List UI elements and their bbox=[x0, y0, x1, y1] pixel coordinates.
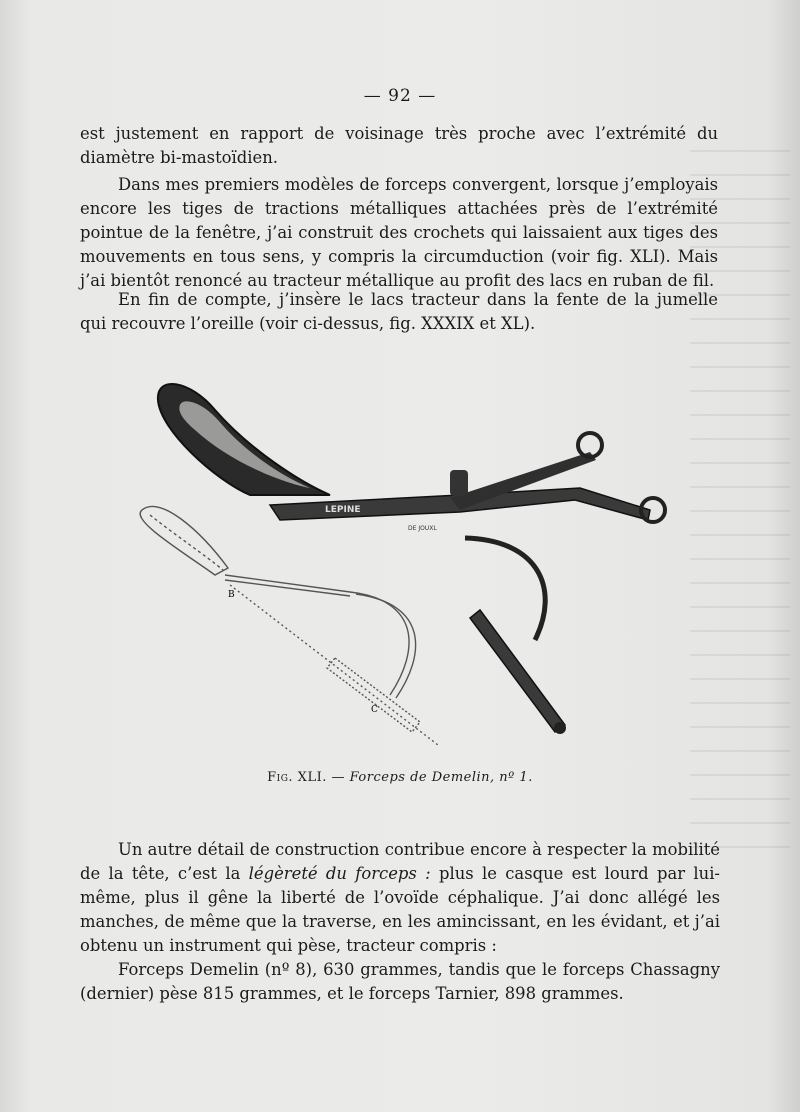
figure-label-c: C bbox=[371, 705, 378, 715]
figure-caption bbox=[0, 770, 800, 785]
caption-title: Forceps de Demelin, nº 1. bbox=[349, 770, 533, 785]
paragraph-1: est justement en rapport de voisinage très proche avec l’extrémité du diamètre bi-mastoïdien. bbox=[80, 124, 718, 167]
paragraph-3: En fin de compte, j’insère le lacs tracteur dans la fente de la jumelle qui recouvre l’oreille (voir ci-dessus, fig. XXXIX et XL). bbox=[80, 290, 718, 333]
page-number: — 92 — bbox=[363, 86, 437, 106]
figure-label-b: B bbox=[228, 590, 235, 600]
engraving-maker: LEPINE bbox=[325, 505, 361, 515]
outline-blade bbox=[140, 506, 438, 745]
forceps-illustration bbox=[120, 370, 690, 750]
paragraph-4-text-a: Un autre détail de construction contribue encore à respecter la mobilité de la tête, c’est la bbox=[80, 840, 720, 883]
paragraph-4 bbox=[80, 838, 720, 958]
metal-forceps bbox=[158, 384, 665, 734]
paragraph-4-emphasis: légèreté du forceps : bbox=[248, 864, 431, 883]
paragraph-4-text-b: plus le casque est lourd par lui-même, plus il gêne la liberté de l’ovoïde céphalique. J’ai donc allégé les manches, de même que la traverse, en les amincissant, en les évidant, et j’ai obtenu un instrument qui pèse, tracteur compris : bbox=[80, 864, 720, 955]
engraving-small: DE JOUXL bbox=[408, 525, 437, 532]
paragraph-2: Dans mes premiers modèles de forceps convergent, lorsque j’employais encore les tiges de tractions métalliques attachées près de l’extrémité pointue de la fenêtre, j’ai construit des crochets qui laissaient aux tiges des mouvements en tous sens, y compris la circumduction (voir fig. XLI). Mais j’ai bientôt renoncé au tracteur métallique au profit des lacs en ruban de fil. bbox=[80, 175, 718, 290]
caption-label: Fig. XLI. — bbox=[267, 770, 345, 785]
paragraph-5: Forceps Demelin (nº 8), 630 grammes, tandis que le forceps Chassagny (dernier) pèse 815 grammes, et le forceps Tarnier, 898 grammes. bbox=[80, 960, 720, 1003]
